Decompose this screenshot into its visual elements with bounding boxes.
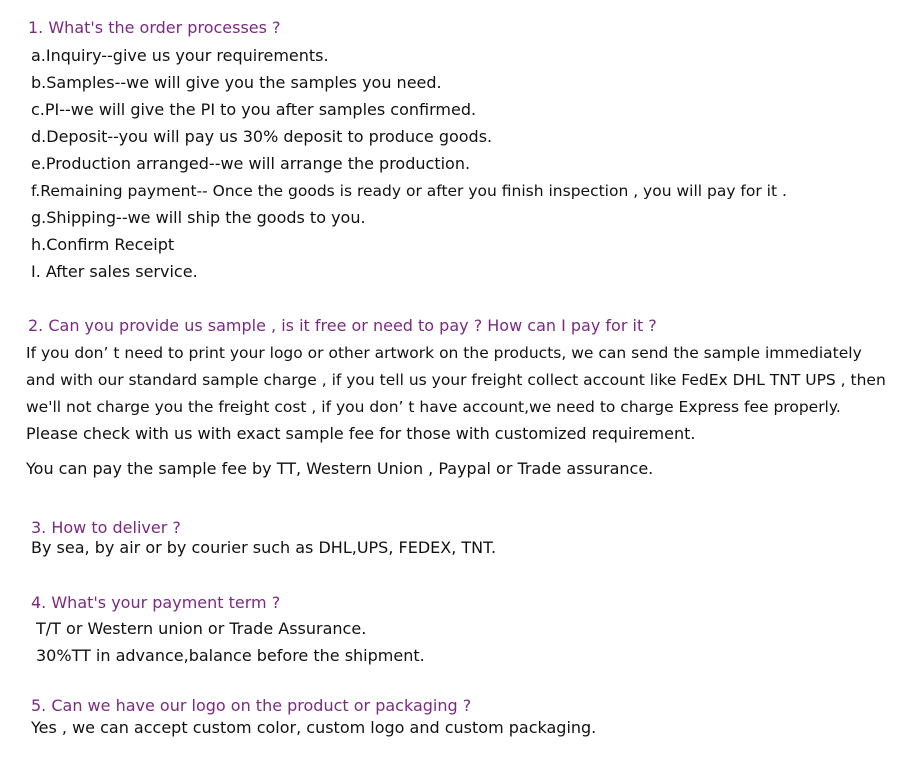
order-step-g: g.Shipping--we will ship the goods to you. [31,208,366,227]
faq-question-1: 1. What's the order processes ? [28,18,281,37]
sample-answer-line-2: and with our standard sample charge , if you tell us your freight collect account like FedEx DHL TNT UPS , then [26,371,886,389]
logo-answer: Yes , we can accept custom color, custom logo and custom packaging. [31,718,597,737]
order-step-c: c.PI--we will give the PI to you after samples confirmed. [31,100,477,119]
order-step-e: e.Production arranged--we will arrange the production. [31,154,471,173]
faq-question-3: 3. How to deliver ? [31,518,181,537]
order-step-h: h.Confirm Receipt [31,235,175,254]
faq-question-4: 4. What's your payment term ? [31,593,281,612]
sample-payment-line: You can pay the sample fee by TT, Western Union , Paypal or Trade assurance. [26,459,654,478]
order-step-a: a.Inquiry--give us your requirements. [31,46,329,65]
faq-question-2: 2. Can you provide us sample , is it free or need to pay ? How can I pay for it ? [28,316,657,335]
order-step-f: f.Remaining payment-- Once the goods is ready or after you finish inspection , you will pay for it . [31,182,787,200]
payment-term-line-1: T/T or Western union or Trade Assurance. [36,619,367,638]
sample-answer-line-3: we'll not charge you the freight cost , if you don’ t have account,we need to charge Express fee properly. [26,398,841,416]
sample-answer-line-1: If you don’ t need to print your logo or other artwork on the products, we can send the sample immediately [26,344,862,362]
faq-question-5: 5. Can we have our logo on the product or packaging ? [31,696,472,715]
order-step-b: b.Samples--we will give you the samples you need. [31,73,442,92]
order-step-i: I. After sales service. [31,262,198,281]
payment-term-line-2: 30%TT in advance,balance before the shipment. [36,646,425,665]
deliver-answer: By sea, by air or by courier such as DHL,UPS, FEDEX, TNT. [31,538,497,557]
sample-answer-line-4: Please check with us with exact sample fee for those with customized requirement. [26,424,696,443]
order-step-d: d.Deposit--you will pay us 30% deposit to produce goods. [31,127,493,146]
